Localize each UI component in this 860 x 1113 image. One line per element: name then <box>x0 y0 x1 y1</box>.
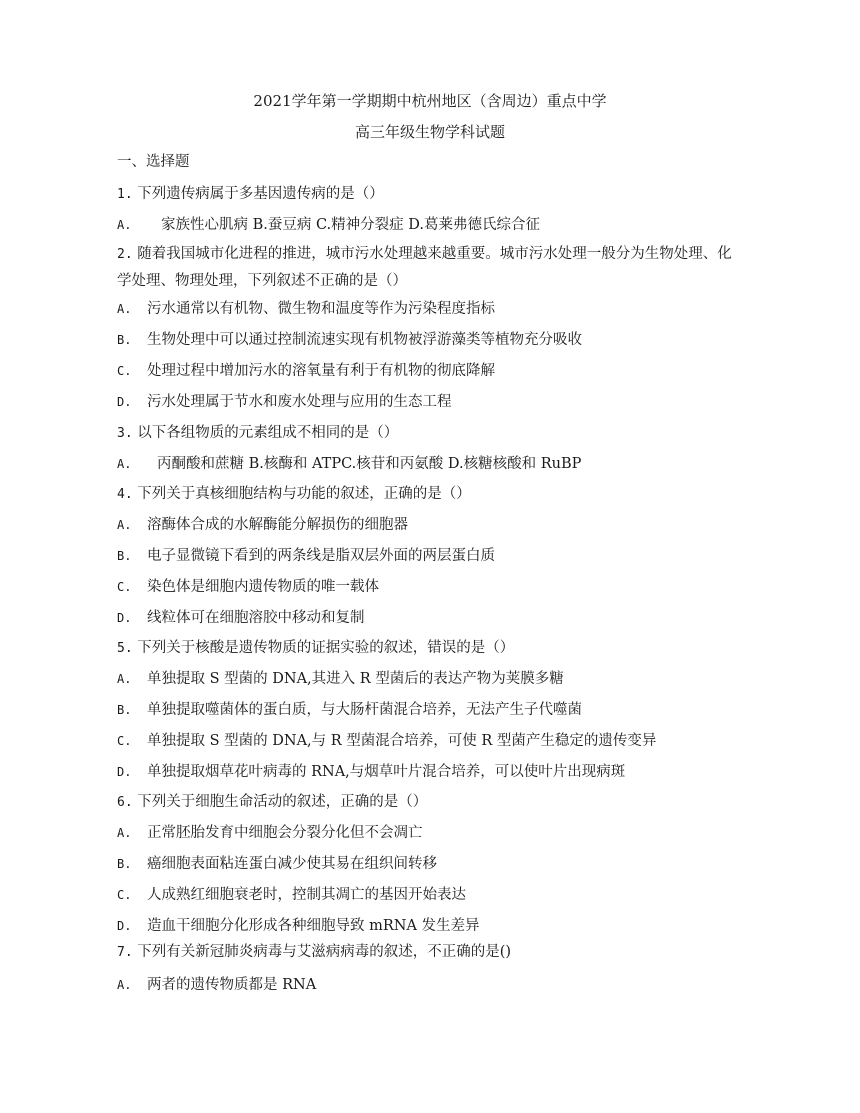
question-1 <box>117 184 384 205</box>
option-text: 染色体是细胞内遗传物质的唯一载体 <box>147 579 379 595</box>
option-row <box>117 392 452 412</box>
option-row <box>117 546 495 566</box>
option-letter: C. <box>117 734 132 748</box>
option-text: 单独提取烟草花叶病毒的 RNA,与烟草叶片混合培养，可以使叶片出现病斑 <box>147 764 626 780</box>
question-number: 3. <box>117 426 133 441</box>
option-letter: B. <box>117 703 132 717</box>
option-text: 污水通常以有机物、微生物和温度等作为污染程度指标 <box>147 301 495 317</box>
option-row <box>117 700 582 720</box>
option-text: 造血干细胞分化形成各种细胞导致 mRNA 发生差异 <box>147 918 480 934</box>
question-4 <box>117 484 471 505</box>
option-letter: A. <box>117 302 132 316</box>
section-heading: 一、选择题 <box>117 154 190 170</box>
question-number: 1. <box>117 187 133 202</box>
option-row <box>117 916 480 936</box>
option-row <box>117 330 582 350</box>
question-7 <box>117 942 511 963</box>
question-stem: 下列关于核酸是遗传物质的证据实验的叙述，错误的是（） <box>137 640 515 656</box>
option-text: 溶酶体合成的水解酶能分解损伤的细胞器 <box>147 517 408 533</box>
option-text: 癌细胞表面粘连蛋白减少使其易在组织间转移 <box>147 856 437 872</box>
option-row <box>117 669 564 689</box>
option-letter: D. <box>117 395 132 409</box>
option-letter: D. <box>117 919 132 933</box>
option-text: 正常胚胎发育中细胞会分裂分化但不会凋亡 <box>147 825 423 841</box>
question-stem: 随着我国城市化进程的推进，城市污水处理越来越重要。城市污水处理一般分为生物处理、化学处理、物理处理，下列叙述不正确的是（） <box>117 246 732 289</box>
option-letter: A. <box>117 672 132 686</box>
option-letter: C. <box>117 580 132 594</box>
option-row <box>117 299 495 319</box>
option-letter: A. <box>117 826 132 840</box>
option-text: 生物处理中可以通过控制流速实现有机物被浮游藻类等植物充分吸收 <box>147 332 582 348</box>
question-stem: 下列有关新冠肺炎病毒与艾滋病病毒的叙述，不正确的是() <box>137 944 512 960</box>
option-row <box>117 731 656 751</box>
exam-subtitle: 高三年级生物学科试题 <box>354 123 505 141</box>
option-row <box>117 608 365 628</box>
option-row <box>117 854 437 874</box>
option-text: 线粒体可在细胞溶胶中移动和复制 <box>147 610 365 626</box>
question-number: 4. <box>117 487 133 502</box>
question-5 <box>117 638 514 659</box>
option-letter: A. <box>117 978 132 992</box>
option-text: 单独提取噬菌体的蛋白质，与大肠杆菌混合培养，无法产生子代噬菌 <box>147 702 582 718</box>
question-number: 2. <box>117 247 133 262</box>
option-letter: A. <box>117 518 132 532</box>
option-text: 两者的遗传物质都是 RNA <box>147 977 317 993</box>
inline-options: 丙酮酸和蔗糖 B.核酶和 ATPC.核苷和丙氨酸 D.核糖核酸和 RuBP <box>157 456 582 472</box>
option-text: 污水处理属于节水和废水处理与应用的生态工程 <box>147 394 452 410</box>
option-letter: B. <box>117 549 132 563</box>
question-2 <box>117 241 742 295</box>
option-letter: A. <box>117 457 132 471</box>
option-row <box>117 577 379 597</box>
option-row <box>117 975 316 995</box>
option-text: 单独提取 S 型菌的 DNA,与 R 型菌混合培养，可使 R 型菌产生稳定的遗传变异 <box>147 733 657 749</box>
option-row <box>117 361 495 381</box>
question-stem: 下列关于细胞生命活动的叙述，正确的是（） <box>137 794 428 810</box>
option-letter: C. <box>117 364 132 378</box>
question-stem: 下列关于真核细胞结构与功能的叙述，正确的是（） <box>137 486 471 502</box>
option-text: 电子显微镜下看到的两条线是脂双层外面的两层蛋白质 <box>147 548 495 564</box>
question-stem: 以下各组物质的元素组成不相同的是（） <box>137 425 399 441</box>
inline-options: 家族性心肌病 B.蚕豆病 C.精神分裂症 D.葛莱弗德氏综合征 <box>161 217 540 233</box>
option-row <box>117 823 423 843</box>
option-letter: B. <box>117 333 132 347</box>
option-text: 单独提取 S 型菌的 DNA,其进入 R 型菌后的表达产物为荚膜多糖 <box>147 671 564 687</box>
option-row <box>117 762 625 782</box>
question-1-options <box>117 215 540 235</box>
question-stem: 下列遗传病属于多基因遗传病的是（） <box>137 186 384 202</box>
question-number: 6. <box>117 795 133 810</box>
question-6 <box>117 792 427 813</box>
question-number: 7. <box>117 945 133 960</box>
option-letter: C. <box>117 888 132 902</box>
option-letter: B. <box>117 857 132 871</box>
option-row <box>117 885 466 905</box>
option-text: 人成熟红细胞衰老时，控制其凋亡的基因开始表达 <box>147 887 466 903</box>
option-text: 处理过程中增加污水的溶氧量有利于有机物的彻底降解 <box>147 363 495 379</box>
exam-title: 2021学年第一学期期中杭州地区（含周边）重点中学 <box>253 92 607 110</box>
option-letter: D. <box>117 765 132 779</box>
option-letter: A. <box>117 218 132 232</box>
option-row <box>117 515 408 535</box>
question-3-options <box>117 454 581 474</box>
question-3 <box>117 423 398 444</box>
question-number: 5. <box>117 641 133 656</box>
option-letter: D. <box>117 611 132 625</box>
